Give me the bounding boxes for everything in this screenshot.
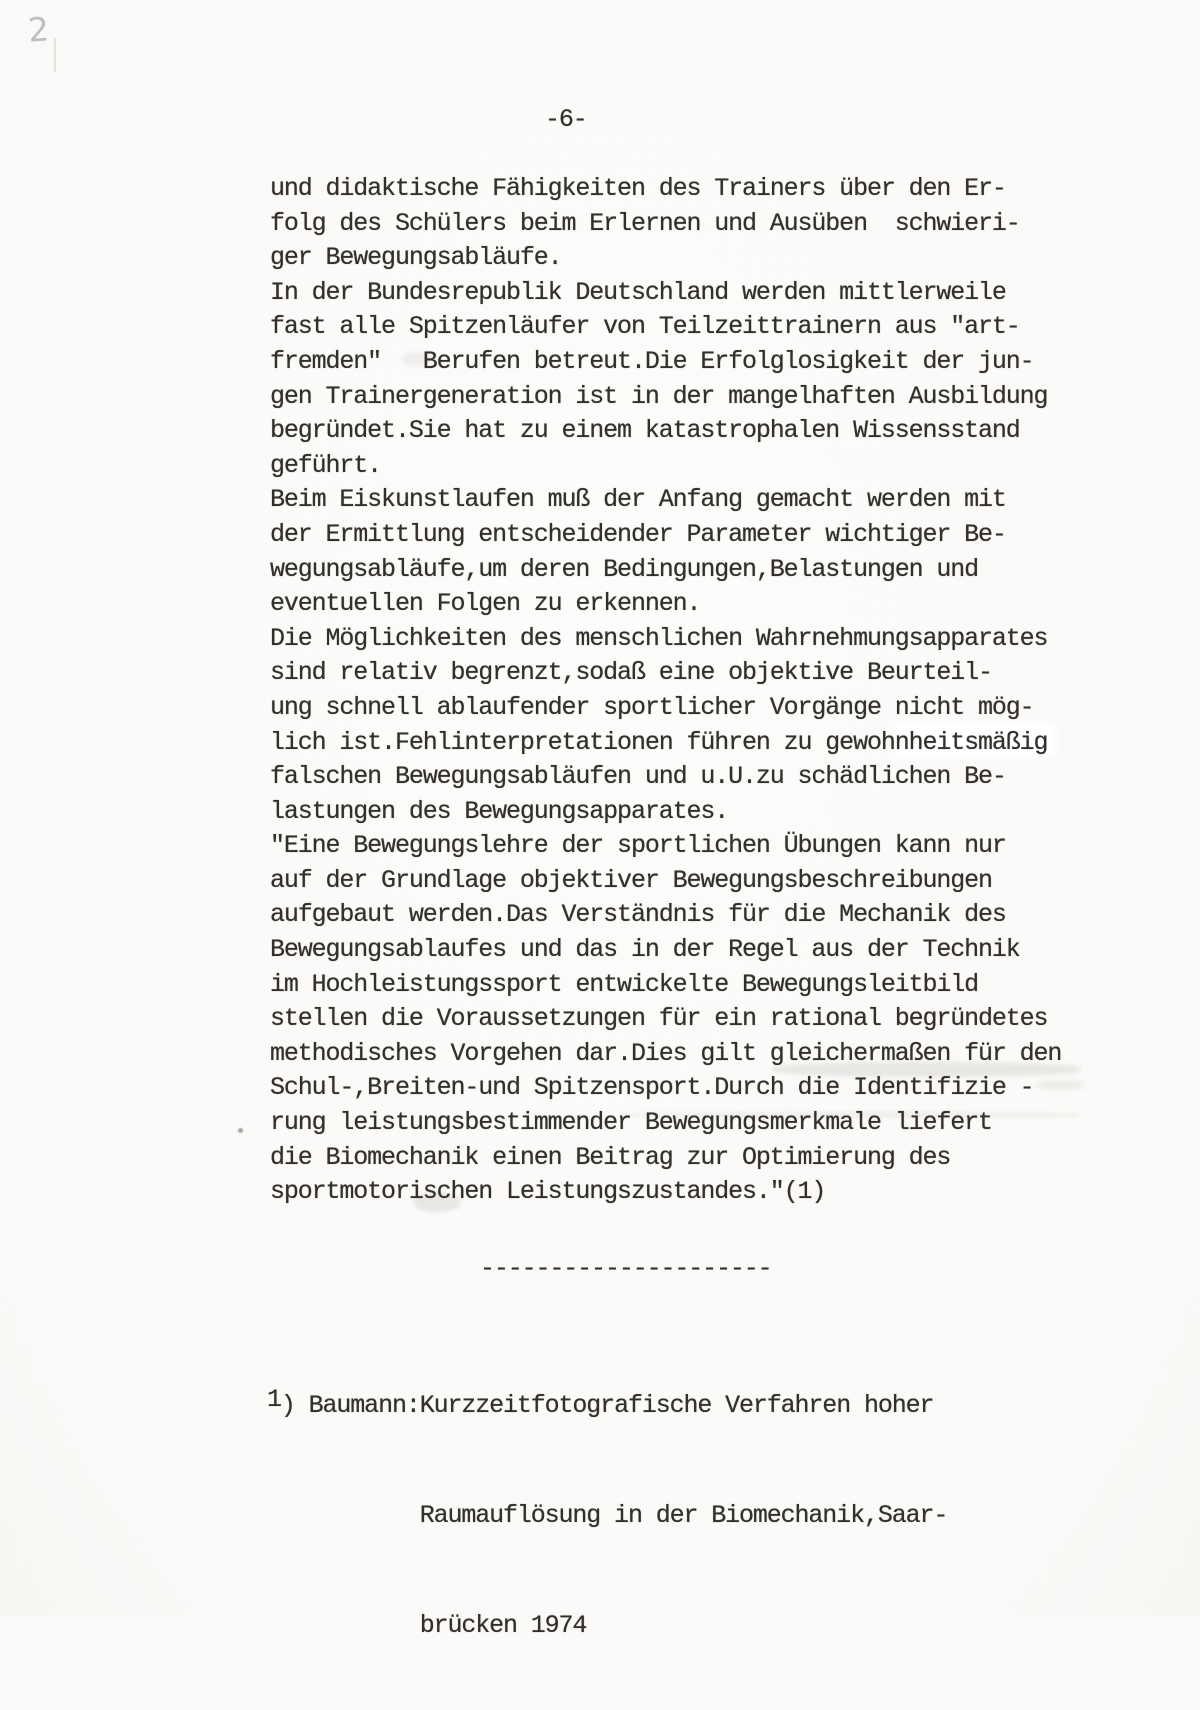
text-line: Die Möglichkeiten des menschlichen Wahrnehmungsapparates (270, 623, 1048, 653)
footnote-text: ) Baumann:Kurzzeitfotografische Verfahren hoher (280, 1391, 934, 1420)
text-line: Beim Eiskunstlaufen muß der Anfang gemacht werden mit (270, 485, 1006, 515)
scan-edge-artifact (54, 38, 56, 72)
text-line: eventuellen Folgen zu erkennen. (270, 589, 701, 619)
footnote-line: brücken 1974 (267, 1611, 587, 1640)
text-line: aufgebaut werden.Das Verständnis für die Mechanik des (270, 900, 1006, 930)
text-line: geführt. (270, 450, 382, 480)
text-line: folg des Schülers beim Erlernen und Ausüben schwieri- (270, 208, 1020, 238)
text-line: In der Bundesrepublik Deutschland werden mittlerweile (270, 277, 1006, 307)
footnote-line: Raumauflösung in der Biomechanik,Saar- (267, 1501, 948, 1530)
text-line: im Hochleistungssport entwickelte Bewegungsleitbild (270, 969, 979, 999)
text-line: begründet.Sie hat zu einem katastrophalen Wissensstand (270, 416, 1020, 446)
text-line: gen Trainergeneration ist in der mangelhaften Ausbildung (270, 381, 1048, 411)
pencil-dot (238, 1128, 243, 1133)
text-line: die Biomechanik einen Beitrag zur Optimierung des (270, 1142, 951, 1172)
text-line: ung schnell ablaufender sportlicher Vorgänge nicht mög- (270, 692, 1034, 722)
handwritten-corner-mark: 2 (26, 9, 51, 50)
text-line: ger Bewegungsabläufe. (270, 243, 562, 273)
text-line: und didaktische Fähigkeiten des Trainers über den Er- (270, 174, 1006, 203)
page-number: -6- (545, 105, 587, 134)
footnote (267, 1322, 947, 1710)
text-line: sind relativ begrenzt,sodaß eine objektive Beurteil- (270, 658, 992, 688)
footnote-line (267, 1380, 947, 1432)
text-line: Bewegungsablaufes und das in der Regel aus der Technik (270, 935, 1020, 965)
body-text (270, 172, 1061, 1210)
text-line: Schul-,Breiten-und Spitzensport.Durch die Identifizie - (270, 1073, 1034, 1103)
footnote-marker: 1 (267, 1385, 281, 1414)
text-line: auf der Grundlage objektiver Bewegungsbeschreibungen (270, 865, 992, 895)
text-line: "Eine Bewegungslehre der sportlichen Übungen kann nur (270, 831, 1006, 861)
text-line: rung leistungsbestimmender Bewegungsmerkmale liefert (270, 1108, 992, 1138)
text-line: methodisches Vorgehen dar.Dies gilt gleichermaßen für den (270, 1038, 1062, 1068)
text-line: lich ist.Fehlinterpretationen führen zu gewohnheitsmäßig (270, 727, 1048, 757)
text-line: falschen Bewegungsabläufen und u.U.zu schädlichen Be- (270, 762, 1006, 792)
text-line: wegungsabläufe,um deren Bedingungen,Belastungen und (270, 554, 979, 584)
text-line: der Ermittlung entscheidender Parameter wichtiger Be- (270, 519, 1006, 549)
text-line: fremden" Berufen betreut.Die Erfolglosigkeit der jun- (270, 346, 1034, 376)
text-line: stellen die Voraussetzungen für ein rational begründetes (270, 1004, 1048, 1034)
footnote-separator: --------------------- (480, 1254, 772, 1283)
text-line: lastungen des Bewegungsapparates. (270, 796, 729, 826)
text-line: fast alle Spitzenläufer von Teilzeittrainern aus "art- (270, 312, 1020, 342)
text-line: sportmotorischen Leistungszustandes."(1) (270, 1177, 826, 1207)
